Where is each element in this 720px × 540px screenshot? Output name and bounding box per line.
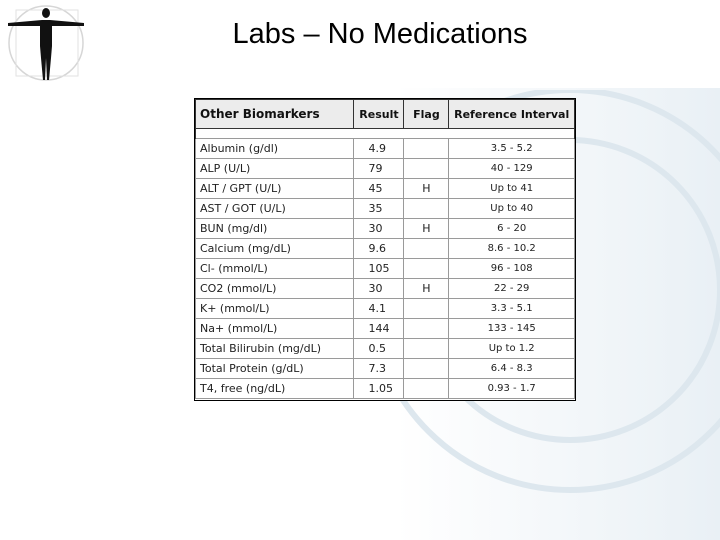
lab-results-table	[194, 98, 576, 401]
flag-cell	[404, 239, 449, 259]
column-header-result: Result	[354, 100, 404, 129]
biomarker-name-cell: BUN (mg/dl)	[196, 219, 354, 239]
flag-cell	[404, 199, 449, 219]
flag-cell	[404, 359, 449, 379]
biomarker-name-cell: Calcium (mg/dL)	[196, 239, 354, 259]
table-row	[196, 179, 575, 199]
biomarker-name-cell: T4, free (ng/dL)	[196, 379, 354, 399]
column-header-biomarker: Other Biomarkers	[196, 100, 354, 129]
flag-cell: H	[404, 279, 449, 299]
biomarker-name-cell: AST / GOT (U/L)	[196, 199, 354, 219]
column-header-flag: Flag	[404, 100, 449, 129]
flag-cell	[404, 299, 449, 319]
result-cell: 30	[354, 279, 404, 299]
result-cell: 30	[354, 219, 404, 239]
biomarker-table	[195, 99, 575, 399]
biomarker-name-cell: ALP (U/L)	[196, 159, 354, 179]
flag-cell: H	[404, 219, 449, 239]
biomarker-name-cell: Total Bilirubin (mg/dL)	[196, 339, 354, 359]
table-row	[196, 159, 575, 179]
table-row	[196, 319, 575, 339]
reference-interval-cell: 8.6 - 10.2	[449, 239, 575, 259]
reference-interval-cell: 40 - 129	[449, 159, 575, 179]
flag-cell	[404, 159, 449, 179]
result-cell: 4.1	[354, 299, 404, 319]
reference-interval-cell: 6 - 20	[449, 219, 575, 239]
slide-title: Labs – No Medications	[232, 18, 528, 50]
biomarker-name-cell: K+ (mmol/L)	[196, 299, 354, 319]
reference-interval-cell: 3.3 - 5.1	[449, 299, 575, 319]
result-cell: 9.6	[354, 239, 404, 259]
result-cell: 105	[354, 259, 404, 279]
reference-interval-cell: Up to 40	[449, 199, 575, 219]
flag-cell	[404, 339, 449, 359]
result-cell: 0.5	[354, 339, 404, 359]
biomarker-name-cell: Cl- (mmol/L)	[196, 259, 354, 279]
table-row	[196, 139, 575, 159]
reference-interval-cell: Up to 41	[449, 179, 575, 199]
result-cell: 7.3	[354, 359, 404, 379]
header-spacer	[196, 129, 575, 139]
biomarker-name-cell: Na+ (mmol/L)	[196, 319, 354, 339]
result-cell: 4.9	[354, 139, 404, 159]
reference-interval-cell: 3.5 - 5.2	[449, 139, 575, 159]
reference-interval-cell: Up to 1.2	[449, 339, 575, 359]
result-cell: 45	[354, 179, 404, 199]
table-row	[196, 379, 575, 399]
biomarker-name-cell: Albumin (g/dl)	[196, 139, 354, 159]
table-row	[196, 219, 575, 239]
reference-interval-cell: 6.4 - 8.3	[449, 359, 575, 379]
table-row	[196, 339, 575, 359]
column-header-reference: Reference Interval	[449, 100, 575, 129]
flag-cell	[404, 319, 449, 339]
table-header-row	[196, 100, 575, 129]
result-cell: 1.05	[354, 379, 404, 399]
flag-cell	[404, 139, 449, 159]
human-figure-icon	[2, 2, 98, 84]
reference-interval-cell: 133 - 145	[449, 319, 575, 339]
biomarker-name-cell: ALT / GPT (U/L)	[196, 179, 354, 199]
table-row	[196, 299, 575, 319]
table-row	[196, 199, 575, 219]
biomarker-name-cell: CO2 (mmol/L)	[196, 279, 354, 299]
reference-interval-cell: 22 - 29	[449, 279, 575, 299]
flag-cell	[404, 259, 449, 279]
biomarker-name-cell: Total Protein (g/dL)	[196, 359, 354, 379]
table-row	[196, 359, 575, 379]
table-row	[196, 279, 575, 299]
result-cell: 35	[354, 199, 404, 219]
flag-cell	[404, 379, 449, 399]
reference-interval-cell: 96 - 108	[449, 259, 575, 279]
flag-cell: H	[404, 179, 449, 199]
result-cell: 144	[354, 319, 404, 339]
table-row	[196, 259, 575, 279]
table-row	[196, 239, 575, 259]
result-cell: 79	[354, 159, 404, 179]
reference-interval-cell: 0.93 - 1.7	[449, 379, 575, 399]
